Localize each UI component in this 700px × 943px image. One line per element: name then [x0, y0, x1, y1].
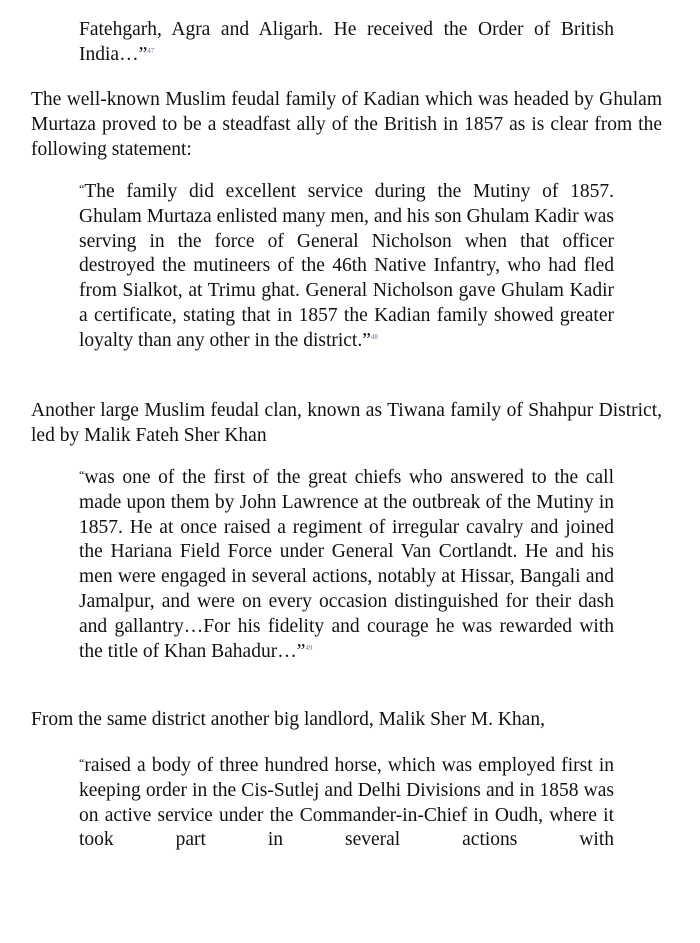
paragraph-text: From the same district another big landlord, Malik Sher M. Khan, — [31, 709, 545, 730]
block-quote-sher-khan — [79, 754, 614, 853]
footnote-link-47[interactable]: 47 — [147, 46, 155, 55]
opening-quote-mark: “ — [79, 182, 85, 196]
opening-quote-mark: “ — [79, 756, 85, 770]
quote-text: The family did excellent service during the Mutiny of 1857. Ghulam Murtaza enlisted many men, and his son Ghulam Kadir was serving in the force of General Nicholson when that officer destroyed the mutineers of the 46th Native Infantry, who had fled from Sialkot, at Trimu ghat. General Nicholson gave Ghulam Kadir a certificate, stating that in 1857 the Kadian family showed greater loyalty than any other in the district.” — [79, 181, 614, 351]
footnote-link-49[interactable]: 49 — [305, 643, 313, 652]
block-quote-tiwana — [79, 466, 614, 664]
body-paragraph-kadian — [31, 88, 662, 162]
body-paragraph-tiwana — [31, 399, 662, 449]
quote-text: was one of the first of the great chiefs who answered to the call made upon them by John Lawrence at the outbreak of the Mutiny in 1857. He at once raised a regiment of irregular cavalry and joined the Hariana Field Force under General Van Cortlandt. He and his men were engaged in several actions, notably at Hissar, Bangali and Jamalpur, and were on every occasion distinguished for their dash and gallantry…For his fidelity and courage he was rewarded with the title of Khan Bahadur…” — [79, 467, 614, 662]
body-paragraph-sher-khan — [31, 708, 662, 733]
paragraph-text: Another large Muslim feudal clan, known as Tiwana family of Shahpur District, led by Malik Fateh Sher Khan — [31, 400, 662, 446]
footnote-link-48[interactable]: 48 — [370, 332, 378, 341]
quote-text: raised a body of three hundred horse, which was employed first in keeping order in the Cis-Sutlej and Delhi Divisions and in 1858 was on active service under the Commander-in-Chief in Oudh, where it took part in several actions with — [79, 755, 614, 851]
block-quote-kadian — [79, 180, 614, 354]
block-quote-continuation — [79, 18, 614, 68]
opening-quote-mark: “ — [79, 468, 85, 482]
paragraph-text: The well-known Muslim feudal family of Kadian which was headed by Ghulam Murtaza proved to be a steadfast ally of the British in 1857 as is clear from the following statement: — [31, 89, 662, 160]
quote-text: Fatehgarh, Agra and Aligarh. He received the Order of British India…” — [79, 19, 614, 65]
